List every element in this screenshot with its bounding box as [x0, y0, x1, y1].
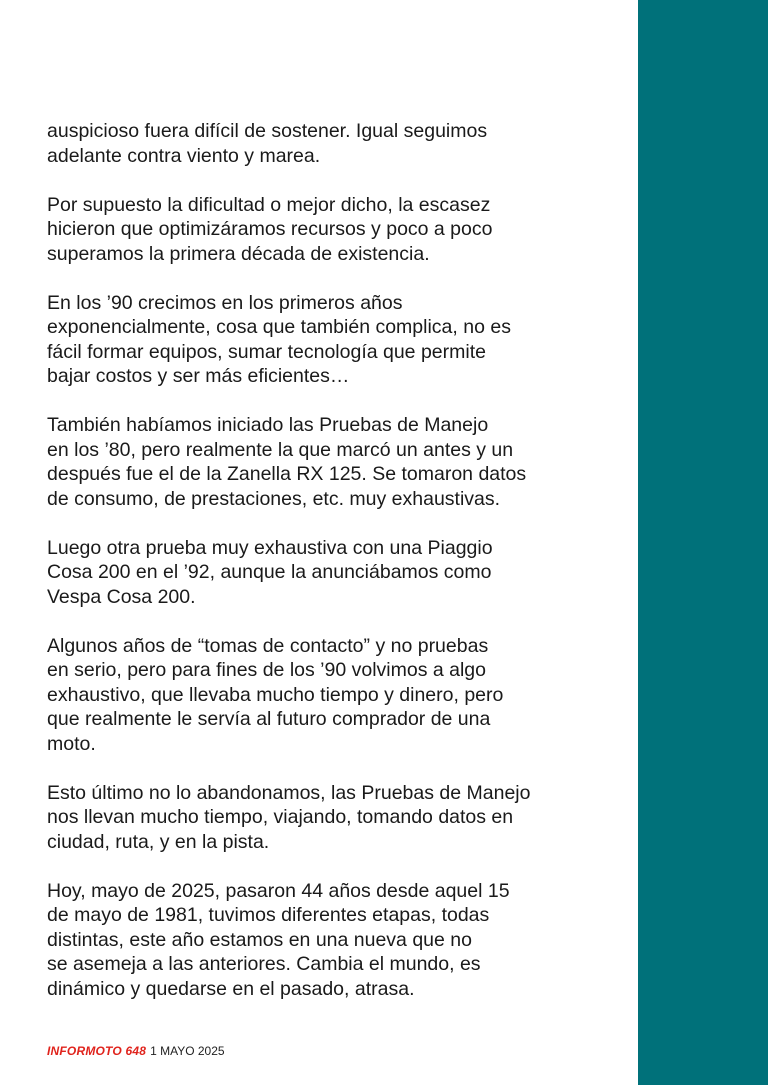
text-line: Hoy, mayo de 2025, pasaron 44 años desde aquel 15 — [47, 879, 510, 902]
magazine-brand: INFORMOTO 648 — [47, 1044, 147, 1058]
article-body — [47, 119, 627, 1026]
text-line: auspicioso fuera difícil de sostener. Igual seguimos — [47, 120, 488, 142]
paragraph — [47, 634, 627, 757]
text-line: bajar costos y ser más eficientes… — [47, 365, 350, 387]
text-line: de consumo, de prestaciones, etc. muy exhaustivas. — [47, 487, 501, 510]
text-line: que realmente le servía al futuro comprador de una — [47, 708, 491, 730]
paragraph — [47, 413, 627, 511]
text-line: También habíamos iniciado las Pruebas de Manejo — [47, 414, 489, 436]
text-line: Cosa 200 en el ’92, aunque la anunciábamos como — [47, 561, 492, 583]
text-line: hicieron que optimizáramos recursos y poco a poco — [47, 218, 493, 240]
text-line: adelante contra viento y marea. — [47, 144, 321, 167]
text-line: superamos la primera década de existencia. — [47, 242, 430, 265]
paragraph — [47, 879, 627, 1002]
paragraph — [47, 781, 627, 855]
text-line: se asemeja a las anteriores. Cambia el mundo, es — [47, 953, 481, 975]
text-line: de mayo de 1981, tuvimos diferentes etapas, todas — [47, 904, 490, 926]
side-color-bar — [638, 0, 768, 1085]
text-line: exponencialmente, cosa que también complica, no es — [47, 316, 511, 338]
text-line: En los ’90 crecimos en los primeros años — [47, 291, 403, 314]
issue-date: 1 MAYO 2025 — [150, 1044, 225, 1058]
paragraph — [47, 193, 627, 267]
text-line: Vespa Cosa 200. — [47, 585, 196, 608]
text-line: fácil formar equipos, sumar tecnología que permite — [47, 340, 486, 363]
text-line: moto. — [47, 732, 96, 755]
text-line: nos llevan mucho tiempo, viajando, tomando datos en — [47, 806, 514, 828]
text-line: en serio, pero para fines de los ’90 volvimos a algo — [47, 659, 486, 681]
text-line: después fue el de la Zanella RX 125. Se tomaron datos — [47, 463, 527, 485]
paragraph — [47, 536, 627, 610]
text-line: dinámico y quedarse en el pasado, atrasa. — [47, 977, 415, 1000]
text-line: Por supuesto la dificultad o mejor dicho, la escasez — [47, 193, 491, 216]
paragraph — [47, 119, 627, 168]
text-line: ciudad, ruta, y en la pista. — [47, 830, 270, 853]
text-line: exhaustivo, que llevaba mucho tiempo y dinero, pero — [47, 683, 504, 706]
text-line: Luego otra prueba muy exhaustiva con una Piaggio — [47, 536, 493, 559]
text-line: en los ’80, pero realmente la que marcó un antes y un — [47, 438, 514, 461]
page-footer — [47, 1044, 225, 1058]
text-line: distintas, este año estamos en una nueva que no — [47, 928, 472, 951]
text-line: Algunos años de “tomas de contacto” y no pruebas — [47, 634, 489, 657]
text-line: Esto último no lo abandonamos, las Pruebas de Manejo — [47, 781, 531, 804]
paragraph — [47, 291, 627, 389]
